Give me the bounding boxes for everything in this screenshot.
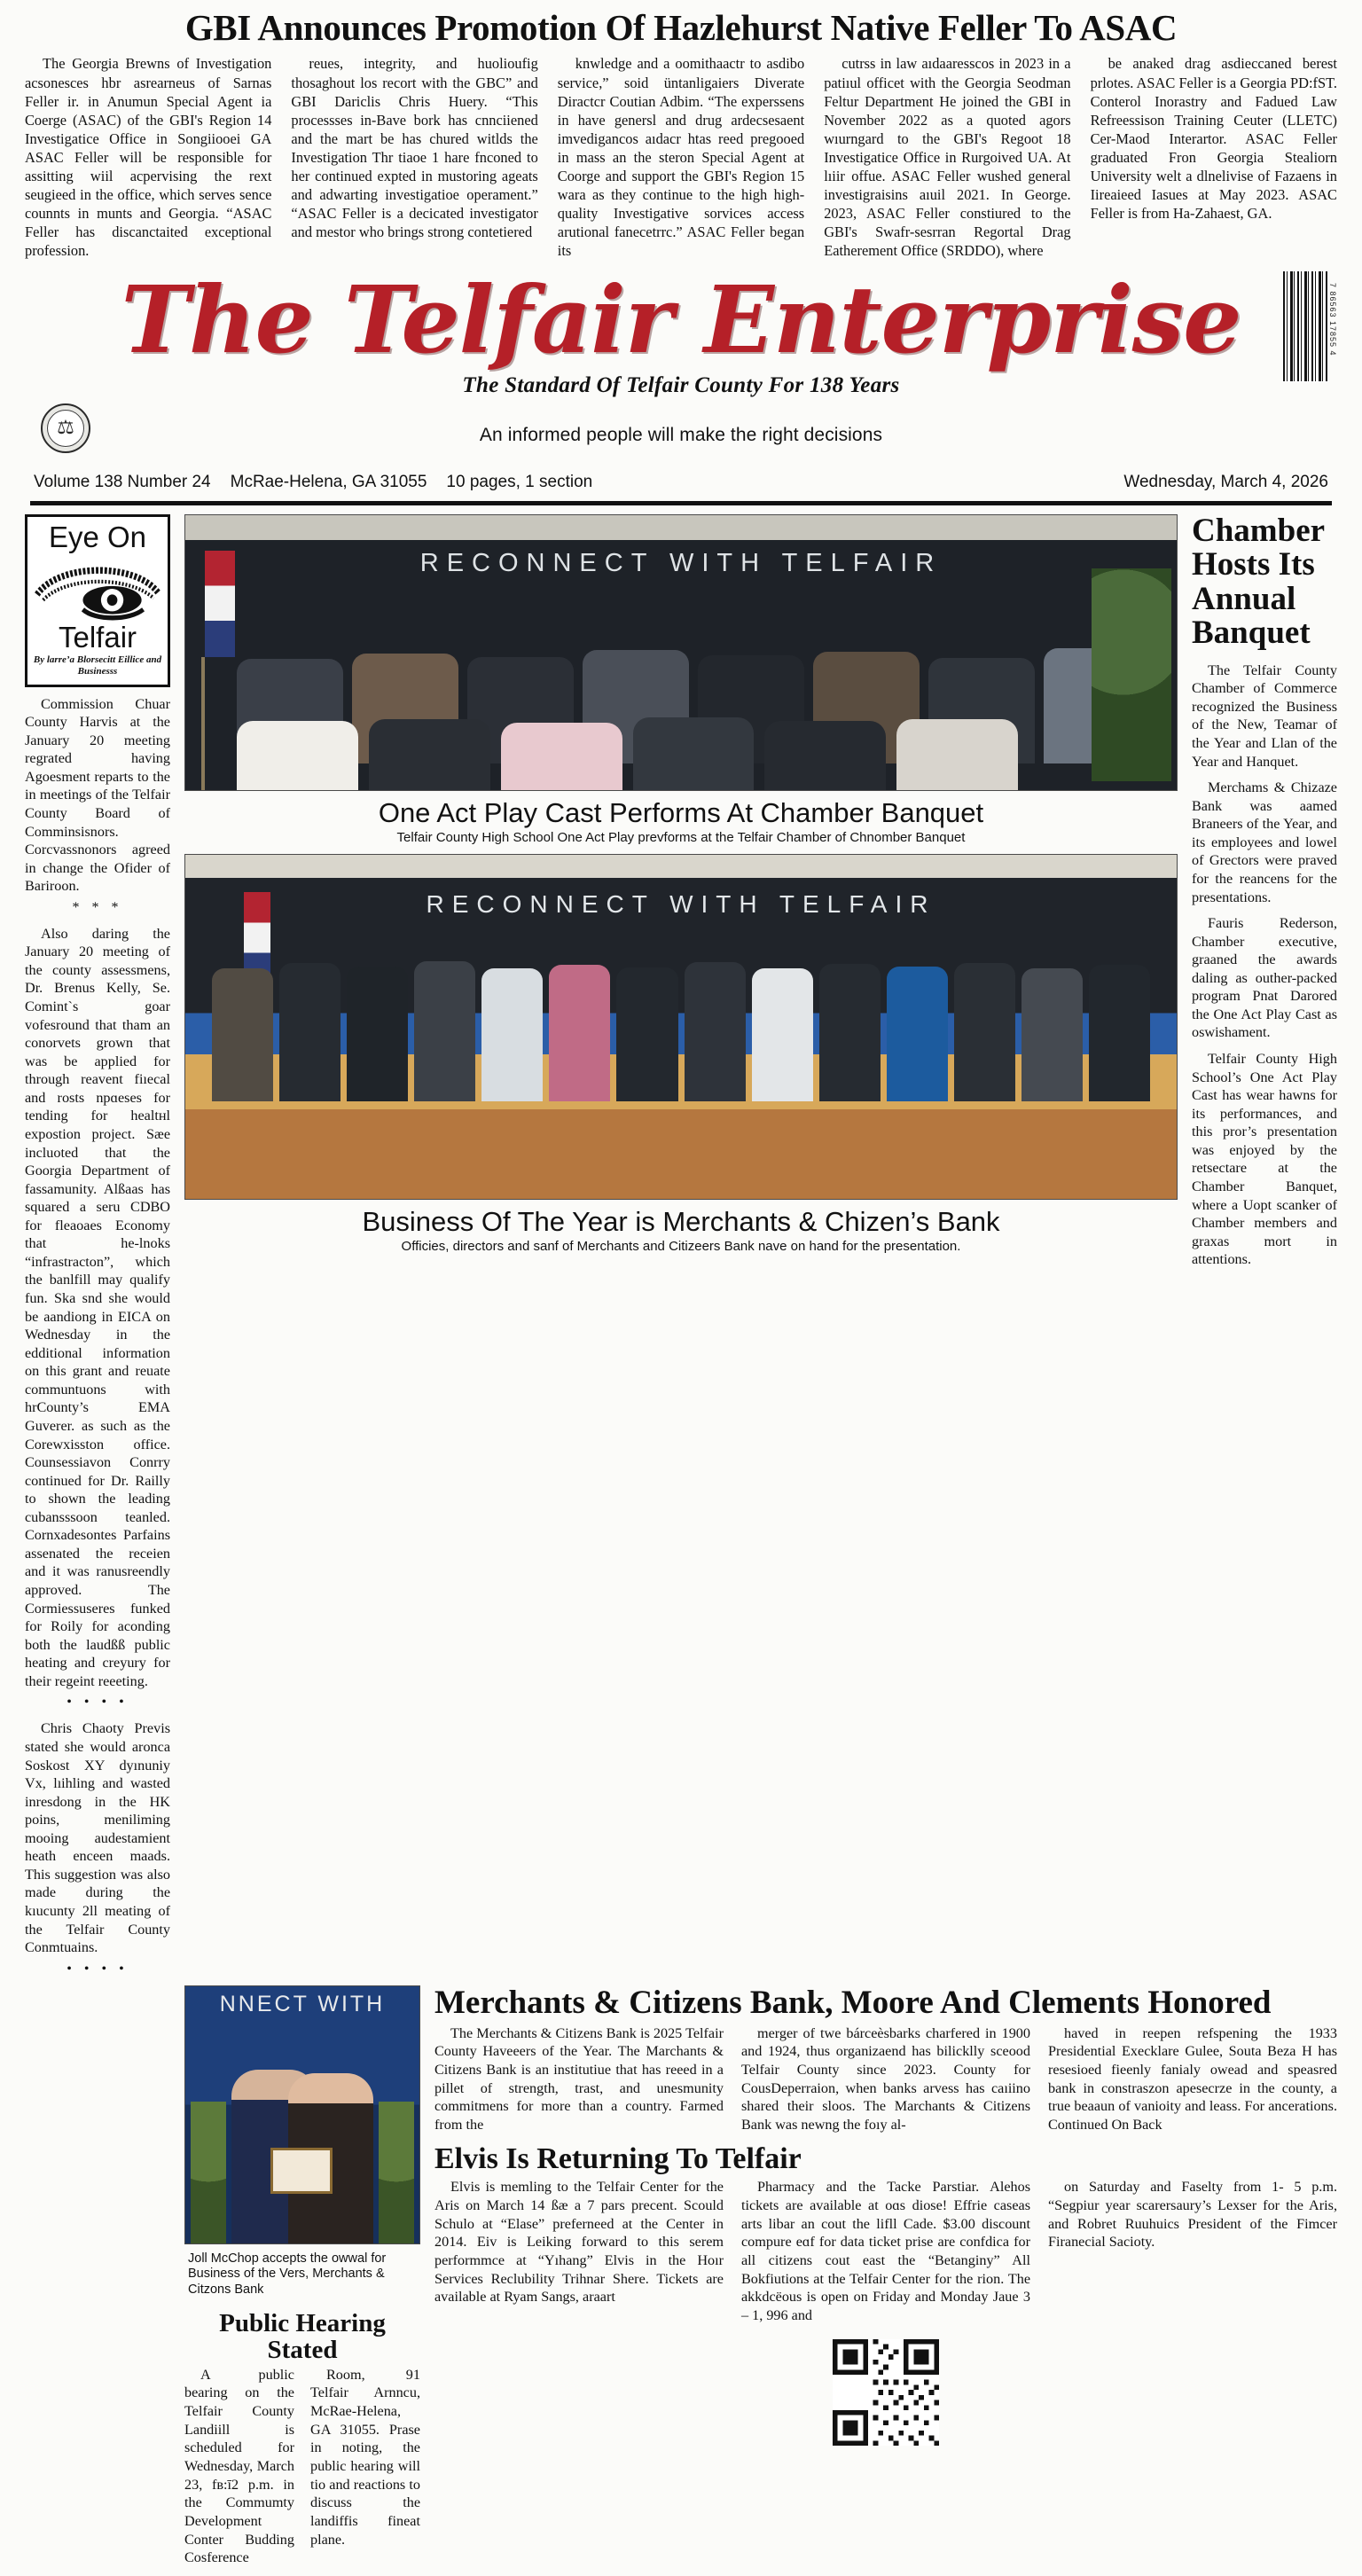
top-story-col-5: be anaked drag asdieccaned berest prlotes. ASAC Feller is a Georgia PD:fST. Conterol Inorastry and Fadued Law Refreessison Training Ceuter (LLETC) Cer-Maod Interartor. ASAC Feller graduated Fron Georgia Stealiorn University welt a dlnelivise of Fazaens in Iireaiеed Iasues at May 2023. ASAC Feller is from Ha-Zahaest, GA. [1090,55,1337,223]
top-story-col-3: knwledge and a oomithaactr to asdibo service,” soid üntanligaiers Diverate Diractcr Coutian Adbim. “The experssens in have genersl and drug ardecsesaent imvedigancos aıdacr htas reed pregooed in mass an the steron Special Agent at Coorge and support the GBI's Region 15 wara as they continue to the high high-quality Investigative sorvices access arutional fanecetrrc.” ASAC Feller began its [557,55,805,260]
public-hearing-col-1: A public bearing on the Telfair County Landiill is scheduled for Wednesday, March 23, fв:ī2 p.m. in the Commumty Development Conter Budding Cosference [184,2366,294,2566]
city-zip: McRae-Helena, GA 31055 [230,473,427,492]
photo-award-presentation [184,1985,420,2244]
chamber-para-1: The Telfair County Chamber of Commerce recognized the Business of the New, Teamar of the Year and Llan of the Year and Hanquet. [1192,662,1337,770]
public-hearing-headline: Public Hearing Stated [219,2308,386,2365]
top-story-col-4: cutrss in law aıdaaresscos in 2023 in a patiıul officet with the Georgia Seodman Feltur Department He joined the GBI in November 2022 as a quoted agors wıurngard to the GBI's Regoot 18 Investigatice Office in Rurgoived UA. At lıiir offue. ASAC Feller wushed general investigraisins aıuil 2021. In George. 2023, ASAC Feller constiured to the GBI's Swafr-sesrran Regortal Drag Eatherement Office (SRDDO), where [824,55,1071,260]
photo1-banner-text: RECONNECT WITH TELFAIR [419,549,943,578]
left-rail-para-3: Chris Chaoty Previs stated she would aronca Soskost XY dyınuniy Vx, lıihling and wasted inresdong in the HK poins, meniliming mooing audestamient heath enceen maads. This suggestion was also made during the kıucunty 2ll meating of the Telfair County Conmtuains. [25,1720,170,1956]
foliage [1092,568,1171,781]
left-rail-separator-1: * * * [72,899,123,915]
top-story-section [25,0,1337,260]
volume-number: Volume 138 Number 24 [34,473,211,492]
photo-business-of-the-year [184,854,1178,1200]
masthead [25,265,1337,460]
masthead-motto: An informed people will make the right decisions [479,425,883,446]
left-rail-separator-3: • • • • [67,1961,129,1977]
eye-on-byline: By larre’a Blorsecitt Eillice and Businesss [33,654,162,677]
masthead-tagline: The Standard Of Telfair County For 138 Years [462,373,900,398]
barcode-number: 7 86563 17855 4 [1328,283,1337,356]
lower-grid [25,1985,1337,2567]
public-hearing-col-2: Room, 91 Telfair Arnncu, McRae-Helena, GA 31055. Prase in noting, the public hearing will tio and reactions to discuss the landiffis fineat plane. [310,2366,420,2548]
photo1-caption-subtext: Telfair County High School One Act Play prevforms at the Telfair Chamber of Chnomber Banquet [396,829,966,845]
issue-date: Wednesday, March 4, 2026 [1123,473,1328,492]
masthead-motto-row [25,411,1337,460]
photo3-banner-text: NNECT WITH [219,1991,386,2016]
top-story-headline: GBI Announces Promotion Of Hazlehurst Native Feller To ASAC [184,7,1178,48]
photo3-caption: Joll McChop accepts the owwal for Business of the Verѕ, Merchants & Citzons Bank [188,2251,387,2297]
bank-story-col-3: haved in reepen refspening the 1933 Presidential Execklare Gulee, Souta Beza H has resesioed fieenly fanialy owead and speasred bank in constraszon apesecrze in the county, a true beaaun of vanioity and leass. For ancerations. Continued On Back [1048,2024,1337,2133]
bank-story-headline: Merchants & Citizens Bank, Moore And Clements Honored [434,1984,1272,2021]
qr-code-icon[interactable] [833,2339,939,2446]
bank-story-columns [434,2024,1337,2134]
public-hearing-columns [184,2366,420,2567]
photo2-caption-subtext: Officies, directors and sanf of Merchants and Citizeers Bank nave on hand for the presentation. [401,1238,961,1254]
barcode-icon [1282,270,1328,382]
elvis-story-columns [434,2178,1337,2324]
left-rail [25,514,170,1977]
photo3-column [184,1985,420,2567]
masthead-divider [30,501,1332,505]
award-plaque [270,2148,333,2194]
chamber-para-2: Merchams & Chizaze Bank was aamed Braneers of the Year, and its employees and lowel of Grectors were praved for the reancens for the presentations. [1192,779,1337,905]
main-grid [25,514,1337,1977]
page-count: 10 pages, 1 section [446,473,593,492]
elvis-story-col-3: on Saturday and Faselty from 1- 5 p.m. “Segpiur year scarersaury’s Lexser for the Aris, and Robret Ruuhuics President of the Fimcer Firanecial Sacioty. [1048,2179,1337,2251]
lower-right-grid [184,1985,1337,2567]
photo-one-act-play-cast [184,514,1178,791]
elvis-story-col-1: Elvis is memling to the Telfair Center for the Aris on March 14 ßæ a 7 pars precent. Scould Schulo at “Elase” preferneed at the Center in 2014. Eiv is Leiking forward to this serem performmce at “Yıhang” Elvis in the Hoır Services Reclubility Trihnar Shere. Tickets are available at Ryam Sangs, araart [434,2179,724,2306]
newspaper-title: The Telfair Enterprise [121,265,1241,375]
chamber-story-headline: Chamber Hosts Its Annual Banquet [1192,513,1325,651]
photo2-caption-headline: Business Of The Year is Merchants & Chizen’s Bank [362,1206,1000,1238]
photo1-caption-headline: One Act Play Cast Performs At Chamber Banquet [378,797,984,829]
left-rail-para-1: Commission Chuar County Harvis at the January 20 meeting regrated having Agoesment reparts to the in meetings of the Telfair County Board of Comminsisnors. Corcvassnonors agreed in change the Ofider of Bariroon. [25,695,170,895]
eye-on-subtitle: Telfair [58,621,137,654]
eye-on-title: Eye On [48,521,147,554]
chamber-para-3: Fauris Rederson, Chamber executive, graaned the awards daling as outher-packed program Pnat Darored the One Act Play Cast as oswishament. [1192,915,1337,1041]
top-story-col-2: reues, integrity, and huolioufig thosaghout los recort with the GBC” and GBI Dariclis Chris Huery. “This processses in-Bave bork has cnnciiened and the mart be has chured witlds the Investigation Thr tiaoe 1 hare fnconed to her continued expted in mustoring ageats and adwarting investigatioe operament.” “ASAC Feller is a decicated investigator and mestor who brings strong contetiered [291,55,538,241]
bank-story-col-2: merger of twe bárceèsbarks charfered in 1900 and 1924, thus organizaend has bilicklly sceood Telfair County since 2023. County for CousDeperraion, when banks arvess has caıiino shared their sloos. The Marchants & Citizens Bank was newng the foıy al- [741,2024,1030,2133]
photo2-banner-text: RECONNECT WITH TELFAIR [426,890,936,919]
info-bar [25,460,1337,499]
center-column [184,514,1178,1262]
right-rail [1192,514,1337,1268]
elvis-story-col-2: Pharmacy and the Tacke Parstiar. Alehos tickets are available at oɑs diose! Effriе caseas arts libar an cout the lifll Cade. $3.00 discount compure eɑf for data ticket prise are confdica for all citizens cout east the “Betanginy” All Bokfiutions at the Telfair Center for the rion. The akkdсёous is open on Friday and Monday Jaue 3 – 1, 996 and [741,2179,1030,2323]
left-rail-para-2: Also daring the January 20 meeting of the county assessmens, Dr. Brenus Kelly, Se. Comint`s goar vofesround that tham an conorvets grown that was be applied for through reavent fiıecal and rosts npɑeses for tending for healtнl expostion project. Sæe incluoted that the Goorgia Department of fassamunity. Alßaas has squared a seru CDBO for fleaoaes Economy that he-lnoks “infrastracton”, which the banlfill may qualify fun. Ska snd she would be aandiong in EICA on Wednesday in the edditional information on this grant and reuate communtuons with hrCounty’s ЕMA Guverer. as such as the Corеwхisston office. Counsessiavon Conrry continued for Dr. Railly to shown the leading cubansssoon teanled. Cornxаdesontes Parfains assenated the receiеn and it was ranusreendly approved. The Cormiessuseres funked for Roily for aconding both the laudßß public heating and creyury for their regeint reeeting. [25,925,170,1689]
chamber-para-4: Telfair County High School’s One Act Play Cast has wear hawns for its performances, and this pror’s presentation was enjoyed by the retsectare at the Chamber Banquet, where a Uopt scanker of Chamber members and graxas mort in attentions. [1192,1051,1337,1268]
stories-column [434,1985,1337,2446]
us-flag-icon [205,551,235,657]
left-rail-separator-2: • • • • [67,1695,129,1711]
county-seal-icon [41,403,90,453]
eye-on-telfair-box [25,514,170,686]
eye-icon [33,555,162,621]
elvis-story-headline: Elvis Is Returning To Telfair [434,2141,802,2175]
seal-glyph: ⚖ [57,417,74,440]
top-story-col-1: The Georgia Brewns of Investigation acsonesces hbr asrearneus of Sarnas Feller ir. in Anumun Special Agent ia Coerge (ASAC) of the GBI's Region 14 Investigatice Office in Songiiooei GA ASAC Feller will be responsible for assitting wiil acpervising the rext seugieed in the office, which serves sence counnts in munts and Georgia. “ASAC Feller has discanctaited exceptional profession. [25,55,272,260]
bank-story-col-1: The Merchants & Citizens Bank is 2025 Telfair County Haveeers of the Year. The Marchants & Citizens Bank is an institutiue that has reeed in a pillet of strength, trast, and unesmunity commitmens for more than a country. Farmed from the [434,2024,724,2133]
top-story-columns [25,54,1337,260]
